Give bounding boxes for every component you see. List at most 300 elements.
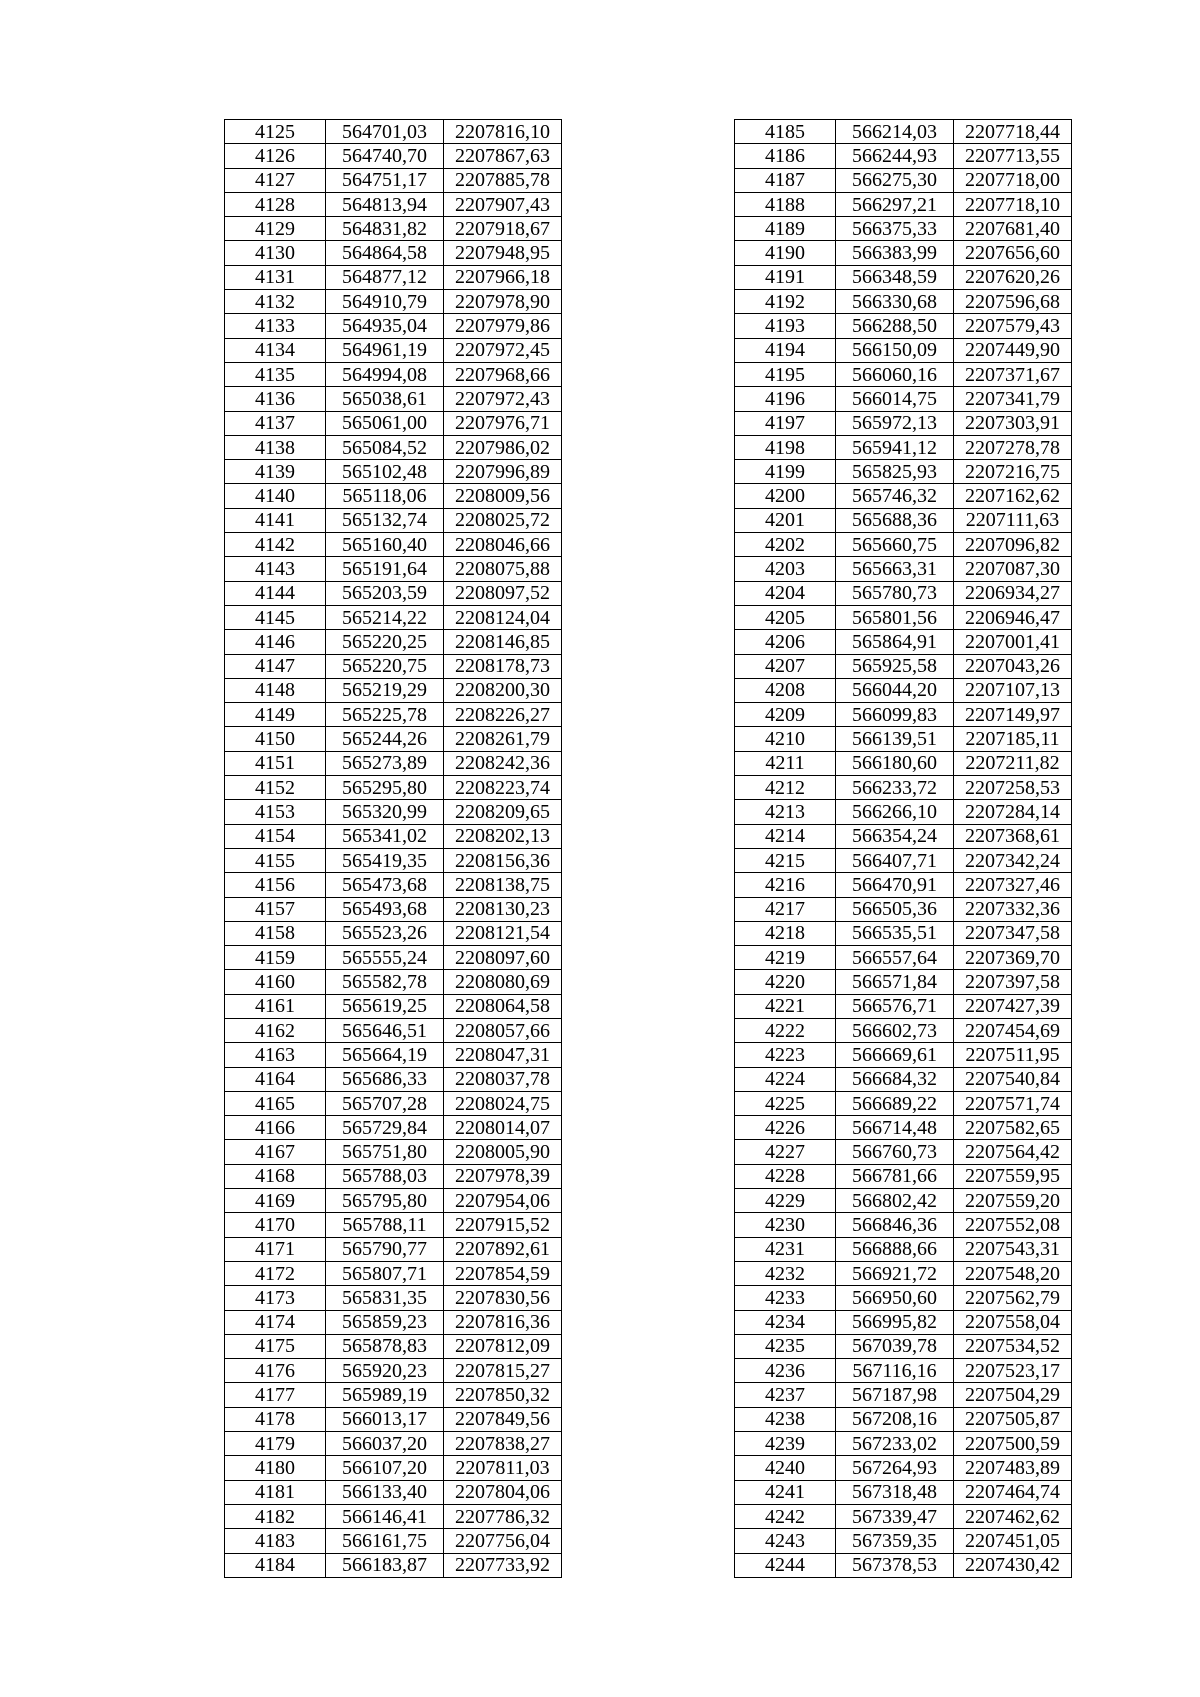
point-number-cell: 4193 [735,314,836,338]
point-number-cell: 4187 [735,168,836,192]
point-number-cell: 4234 [735,1310,836,1334]
point-number-cell: 4144 [225,581,326,605]
point-number-cell: 4190 [735,241,836,265]
x-coordinate-cell: 566557,64 [836,946,954,970]
point-number-cell: 4125 [225,120,326,144]
x-coordinate-cell: 565925,58 [836,654,954,678]
x-coordinate-cell: 565244,26 [326,727,444,751]
point-number-cell: 4166 [225,1116,326,1140]
table-row [225,873,562,897]
x-coordinate-cell: 567318,48 [836,1480,954,1504]
x-coordinate-cell: 565801,56 [836,605,954,629]
x-coordinate-cell: 565788,03 [326,1164,444,1188]
table-row [225,1529,562,1553]
table-row [735,338,1072,362]
table-row [735,241,1072,265]
y-coordinate-cell: 2208202,13 [444,824,562,848]
point-number-cell: 4156 [225,873,326,897]
y-coordinate-cell: 2207885,78 [444,168,562,192]
y-coordinate-cell: 2207464,74 [954,1480,1072,1504]
y-coordinate-cell: 2208037,78 [444,1067,562,1091]
point-number-cell: 4154 [225,824,326,848]
x-coordinate-cell: 566150,09 [836,338,954,362]
y-coordinate-cell: 2207397,58 [954,970,1072,994]
x-coordinate-cell: 566014,75 [836,387,954,411]
x-coordinate-cell: 566602,73 [836,1018,954,1042]
table-row [225,1261,562,1285]
point-number-cell: 4212 [735,776,836,800]
table-row [225,144,562,168]
y-coordinate-cell: 2207347,58 [954,921,1072,945]
y-coordinate-cell: 2208200,30 [444,678,562,702]
table-row [735,727,1072,751]
point-number-cell: 4160 [225,970,326,994]
y-coordinate-cell: 2207907,43 [444,192,562,216]
table-row [225,1383,562,1407]
point-number-cell: 4232 [735,1261,836,1285]
y-coordinate-cell: 2207558,04 [954,1310,1072,1334]
point-number-cell: 4208 [735,678,836,702]
point-number-cell: 4150 [225,727,326,751]
y-coordinate-cell: 2207562,79 [954,1286,1072,1310]
table-row [225,1237,562,1261]
table-row [735,1043,1072,1067]
x-coordinate-cell: 567359,35 [836,1529,954,1553]
point-number-cell: 4133 [225,314,326,338]
point-number-cell: 4155 [225,848,326,872]
x-coordinate-cell: 566037,20 [326,1432,444,1456]
x-coordinate-cell: 566921,72 [836,1261,954,1285]
y-coordinate-cell: 2208064,58 [444,994,562,1018]
x-coordinate-cell: 565084,52 [326,435,444,459]
x-coordinate-cell: 565295,80 [326,776,444,800]
table-row [735,1237,1072,1261]
x-coordinate-cell: 566684,32 [836,1067,954,1091]
y-coordinate-cell: 2208130,23 [444,897,562,921]
table-row [735,848,1072,872]
y-coordinate-cell: 2207500,59 [954,1432,1072,1456]
y-coordinate-cell: 2207540,84 [954,1067,1072,1091]
x-coordinate-cell: 564831,82 [326,217,444,241]
x-coordinate-cell: 565972,13 [836,411,954,435]
table-row [735,533,1072,557]
point-number-cell: 4216 [735,873,836,897]
x-coordinate-cell: 566535,51 [836,921,954,945]
table-row [225,314,562,338]
point-number-cell: 4228 [735,1164,836,1188]
x-coordinate-cell: 566354,24 [836,824,954,848]
y-coordinate-cell: 2208242,36 [444,751,562,775]
y-coordinate-cell: 2207162,62 [954,484,1072,508]
y-coordinate-cell: 2208097,52 [444,581,562,605]
y-coordinate-cell: 2207427,39 [954,994,1072,1018]
x-coordinate-cell: 565663,31 [836,557,954,581]
x-coordinate-cell: 567378,53 [836,1553,954,1577]
y-coordinate-cell: 2207582,65 [954,1116,1072,1140]
table-row [225,168,562,192]
point-number-cell: 4181 [225,1480,326,1504]
y-coordinate-cell: 2207111,63 [954,508,1072,532]
x-coordinate-cell: 565523,26 [326,921,444,945]
x-coordinate-cell: 565864,91 [836,630,954,654]
table-row [225,533,562,557]
x-coordinate-cell: 565203,59 [326,581,444,605]
table-row [735,460,1072,484]
table-row [735,581,1072,605]
table-row [225,921,562,945]
table-row [735,314,1072,338]
table-row [735,751,1072,775]
table-row [735,217,1072,241]
x-coordinate-cell: 564864,58 [326,241,444,265]
point-number-cell: 4196 [735,387,836,411]
point-number-cell: 4242 [735,1504,836,1528]
y-coordinate-cell: 2207149,97 [954,703,1072,727]
point-number-cell: 4200 [735,484,836,508]
point-number-cell: 4231 [735,1237,836,1261]
y-coordinate-cell: 2207368,61 [954,824,1072,848]
point-number-cell: 4227 [735,1140,836,1164]
table-row [225,217,562,241]
x-coordinate-cell: 565582,78 [326,970,444,994]
x-coordinate-cell: 565859,23 [326,1310,444,1334]
point-number-cell: 4159 [225,946,326,970]
point-number-cell: 4170 [225,1213,326,1237]
x-coordinate-cell: 567208,16 [836,1407,954,1431]
y-coordinate-cell: 2208014,07 [444,1116,562,1140]
x-coordinate-cell: 565751,80 [326,1140,444,1164]
point-number-cell: 4240 [735,1456,836,1480]
y-coordinate-cell: 2208025,72 [444,508,562,532]
table-row [225,387,562,411]
x-coordinate-cell: 565102,48 [326,460,444,484]
y-coordinate-cell: 2207718,00 [954,168,1072,192]
y-coordinate-cell: 2206934,27 [954,581,1072,605]
point-number-cell: 4219 [735,946,836,970]
y-coordinate-cell: 2207371,67 [954,362,1072,386]
point-number-cell: 4230 [735,1213,836,1237]
point-number-cell: 4199 [735,460,836,484]
point-number-cell: 4134 [225,338,326,362]
table-row [735,1529,1072,1553]
x-coordinate-cell: 565788,11 [326,1213,444,1237]
x-coordinate-cell: 565214,22 [326,605,444,629]
y-coordinate-cell: 2207849,56 [444,1407,562,1431]
table-row [225,581,562,605]
table-row [735,1018,1072,1042]
x-coordinate-cell: 566689,22 [836,1091,954,1115]
y-coordinate-cell: 2207341,79 [954,387,1072,411]
point-number-cell: 4210 [735,727,836,751]
x-coordinate-cell: 566407,71 [836,848,954,872]
point-number-cell: 4238 [735,1407,836,1431]
table-row [735,1432,1072,1456]
table-row [735,1116,1072,1140]
x-coordinate-cell: 565419,35 [326,848,444,872]
x-coordinate-cell: 566139,51 [836,727,954,751]
x-coordinate-cell: 565160,40 [326,533,444,557]
x-coordinate-cell: 565707,28 [326,1091,444,1115]
table-row [735,1091,1072,1115]
x-coordinate-cell: 565320,99 [326,800,444,824]
x-coordinate-cell: 564910,79 [326,290,444,314]
table-row [735,1164,1072,1188]
point-number-cell: 4239 [735,1432,836,1456]
table-row [735,654,1072,678]
y-coordinate-cell: 2207850,32 [444,1383,562,1407]
y-coordinate-cell: 2207579,43 [954,314,1072,338]
table-row [225,1504,562,1528]
x-coordinate-cell: 565989,19 [326,1383,444,1407]
table-row [225,848,562,872]
point-number-cell: 4229 [735,1189,836,1213]
point-number-cell: 4129 [225,217,326,241]
point-number-cell: 4233 [735,1286,836,1310]
point-number-cell: 4169 [225,1189,326,1213]
table-row [225,241,562,265]
x-coordinate-cell: 565790,77 [326,1237,444,1261]
point-number-cell: 4145 [225,605,326,629]
x-coordinate-cell: 567339,47 [836,1504,954,1528]
x-coordinate-cell: 565878,83 [326,1334,444,1358]
table-row [735,921,1072,945]
x-coordinate-cell: 566180,60 [836,751,954,775]
x-coordinate-cell: 565219,29 [326,678,444,702]
table-row [735,630,1072,654]
x-coordinate-cell: 567187,98 [836,1383,954,1407]
point-number-cell: 4148 [225,678,326,702]
x-coordinate-cell: 566348,59 [836,265,954,289]
table-row [735,362,1072,386]
point-number-cell: 4132 [225,290,326,314]
x-coordinate-cell: 567116,16 [836,1359,954,1383]
y-coordinate-cell: 2207830,56 [444,1286,562,1310]
table-row [735,873,1072,897]
point-number-cell: 4218 [735,921,836,945]
point-number-cell: 4139 [225,460,326,484]
table-row [735,800,1072,824]
table-row [225,1140,562,1164]
table-row [225,1480,562,1504]
x-coordinate-cell: 566470,91 [836,873,954,897]
point-number-cell: 4185 [735,120,836,144]
point-number-cell: 4178 [225,1407,326,1431]
x-coordinate-cell: 566669,61 [836,1043,954,1067]
x-coordinate-cell: 565473,68 [326,873,444,897]
table-row [225,605,562,629]
table-row [225,1310,562,1334]
y-coordinate-cell: 2207543,31 [954,1237,1072,1261]
y-coordinate-cell: 2207369,70 [954,946,1072,970]
table-row [735,1310,1072,1334]
table-row [735,824,1072,848]
point-number-cell: 4211 [735,751,836,775]
point-number-cell: 4180 [225,1456,326,1480]
table-row [225,678,562,702]
y-coordinate-cell: 2207511,95 [954,1043,1072,1067]
y-coordinate-cell: 2208138,75 [444,873,562,897]
table-row [225,265,562,289]
y-coordinate-cell: 2208009,56 [444,484,562,508]
x-coordinate-cell: 566383,99 [836,241,954,265]
table-row [225,630,562,654]
point-number-cell: 4126 [225,144,326,168]
y-coordinate-cell: 2207534,52 [954,1334,1072,1358]
y-coordinate-cell: 2208097,60 [444,946,562,970]
table-row [735,508,1072,532]
point-number-cell: 4131 [225,265,326,289]
table-row [735,605,1072,629]
point-number-cell: 4191 [735,265,836,289]
x-coordinate-cell: 564701,03 [326,120,444,144]
x-coordinate-cell: 565795,80 [326,1189,444,1213]
y-coordinate-cell: 2207211,82 [954,751,1072,775]
y-coordinate-cell: 2208261,79 [444,727,562,751]
point-number-cell: 4175 [225,1334,326,1358]
y-coordinate-cell: 2208046,66 [444,533,562,557]
point-number-cell: 4173 [225,1286,326,1310]
y-coordinate-cell: 2208005,90 [444,1140,562,1164]
y-coordinate-cell: 2207462,62 [954,1504,1072,1528]
x-coordinate-cell: 566571,84 [836,970,954,994]
x-coordinate-cell: 565191,64 [326,557,444,581]
x-coordinate-cell: 566375,33 [836,217,954,241]
x-coordinate-cell: 565619,25 [326,994,444,1018]
table-row [225,290,562,314]
y-coordinate-cell: 2207976,71 [444,411,562,435]
table-row [225,994,562,1018]
point-number-cell: 4158 [225,921,326,945]
x-coordinate-cell: 566781,66 [836,1164,954,1188]
table-row [225,362,562,386]
x-coordinate-cell: 567233,02 [836,1432,954,1456]
table-row [735,1334,1072,1358]
table-row [225,776,562,800]
point-number-cell: 4222 [735,1018,836,1042]
y-coordinate-cell: 2207523,17 [954,1359,1072,1383]
table-row [225,1067,562,1091]
table-row [735,192,1072,216]
y-coordinate-cell: 2207454,69 [954,1018,1072,1042]
table-row [225,727,562,751]
x-coordinate-cell: 566802,42 [836,1189,954,1213]
y-coordinate-cell: 2207303,91 [954,411,1072,435]
x-coordinate-cell: 566275,30 [836,168,954,192]
point-number-cell: 4223 [735,1043,836,1067]
table-row [225,970,562,994]
y-coordinate-cell: 2207043,26 [954,654,1072,678]
point-number-cell: 4209 [735,703,836,727]
point-number-cell: 4127 [225,168,326,192]
table-row [225,1334,562,1358]
table-row [735,435,1072,459]
y-coordinate-cell: 2207620,26 [954,265,1072,289]
y-coordinate-cell: 2207564,42 [954,1140,1072,1164]
point-number-cell: 4128 [225,192,326,216]
point-number-cell: 4176 [225,1359,326,1383]
point-number-cell: 4203 [735,557,836,581]
table-row [225,484,562,508]
table-row [225,1359,562,1383]
x-coordinate-cell: 565555,24 [326,946,444,970]
x-coordinate-cell: 566888,66 [836,1237,954,1261]
y-coordinate-cell: 2207954,06 [444,1189,562,1213]
point-number-cell: 4151 [225,751,326,775]
table-row [735,1383,1072,1407]
point-number-cell: 4214 [735,824,836,848]
table-row [225,338,562,362]
point-number-cell: 4207 [735,654,836,678]
x-coordinate-cell: 565780,73 [836,581,954,605]
point-number-cell: 4137 [225,411,326,435]
table-row [735,290,1072,314]
table-row [225,1456,562,1480]
y-coordinate-cell: 2207972,45 [444,338,562,362]
point-number-cell: 4224 [735,1067,836,1091]
point-number-cell: 4213 [735,800,836,824]
table-row [735,484,1072,508]
y-coordinate-cell: 2208080,69 [444,970,562,994]
table-row [225,1043,562,1067]
x-coordinate-cell: 565132,74 [326,508,444,532]
coordinates-table-right [734,119,1072,1578]
y-coordinate-cell: 2207718,44 [954,120,1072,144]
y-coordinate-cell: 2207449,90 [954,338,1072,362]
y-coordinate-cell: 2207733,92 [444,1553,562,1577]
table-row [225,1116,562,1140]
point-number-cell: 4172 [225,1261,326,1285]
point-number-cell: 4217 [735,897,836,921]
x-coordinate-cell: 567039,78 [836,1334,954,1358]
y-coordinate-cell: 2207552,08 [954,1213,1072,1237]
y-coordinate-cell: 2207185,11 [954,727,1072,751]
table-row [735,1504,1072,1528]
table-row [735,144,1072,168]
y-coordinate-cell: 2207096,82 [954,533,1072,557]
point-number-cell: 4220 [735,970,836,994]
y-coordinate-cell: 2208024,75 [444,1091,562,1115]
y-coordinate-cell: 2208057,66 [444,1018,562,1042]
y-coordinate-cell: 2207216,75 [954,460,1072,484]
table-row [225,120,562,144]
y-coordinate-cell: 2208146,85 [444,630,562,654]
point-number-cell: 4186 [735,144,836,168]
x-coordinate-cell: 566995,82 [836,1310,954,1334]
x-coordinate-cell: 565664,19 [326,1043,444,1067]
table-row [225,460,562,484]
x-coordinate-cell: 565038,61 [326,387,444,411]
y-coordinate-cell: 2208156,36 [444,848,562,872]
y-coordinate-cell: 2207978,90 [444,290,562,314]
point-number-cell: 4236 [735,1359,836,1383]
y-coordinate-cell: 2207811,03 [444,1456,562,1480]
x-coordinate-cell: 565920,23 [326,1359,444,1383]
y-coordinate-cell: 2207972,43 [444,387,562,411]
point-number-cell: 4138 [225,435,326,459]
x-coordinate-cell: 565273,89 [326,751,444,775]
y-coordinate-cell: 2207986,02 [444,435,562,459]
point-number-cell: 4164 [225,1067,326,1091]
table-row [735,120,1072,144]
x-coordinate-cell: 565220,25 [326,630,444,654]
x-coordinate-cell: 566133,40 [326,1480,444,1504]
y-coordinate-cell: 2207786,32 [444,1504,562,1528]
point-number-cell: 4243 [735,1529,836,1553]
point-number-cell: 4206 [735,630,836,654]
point-number-cell: 4167 [225,1140,326,1164]
y-coordinate-cell: 2207107,13 [954,678,1072,702]
y-coordinate-cell: 2207838,27 [444,1432,562,1456]
